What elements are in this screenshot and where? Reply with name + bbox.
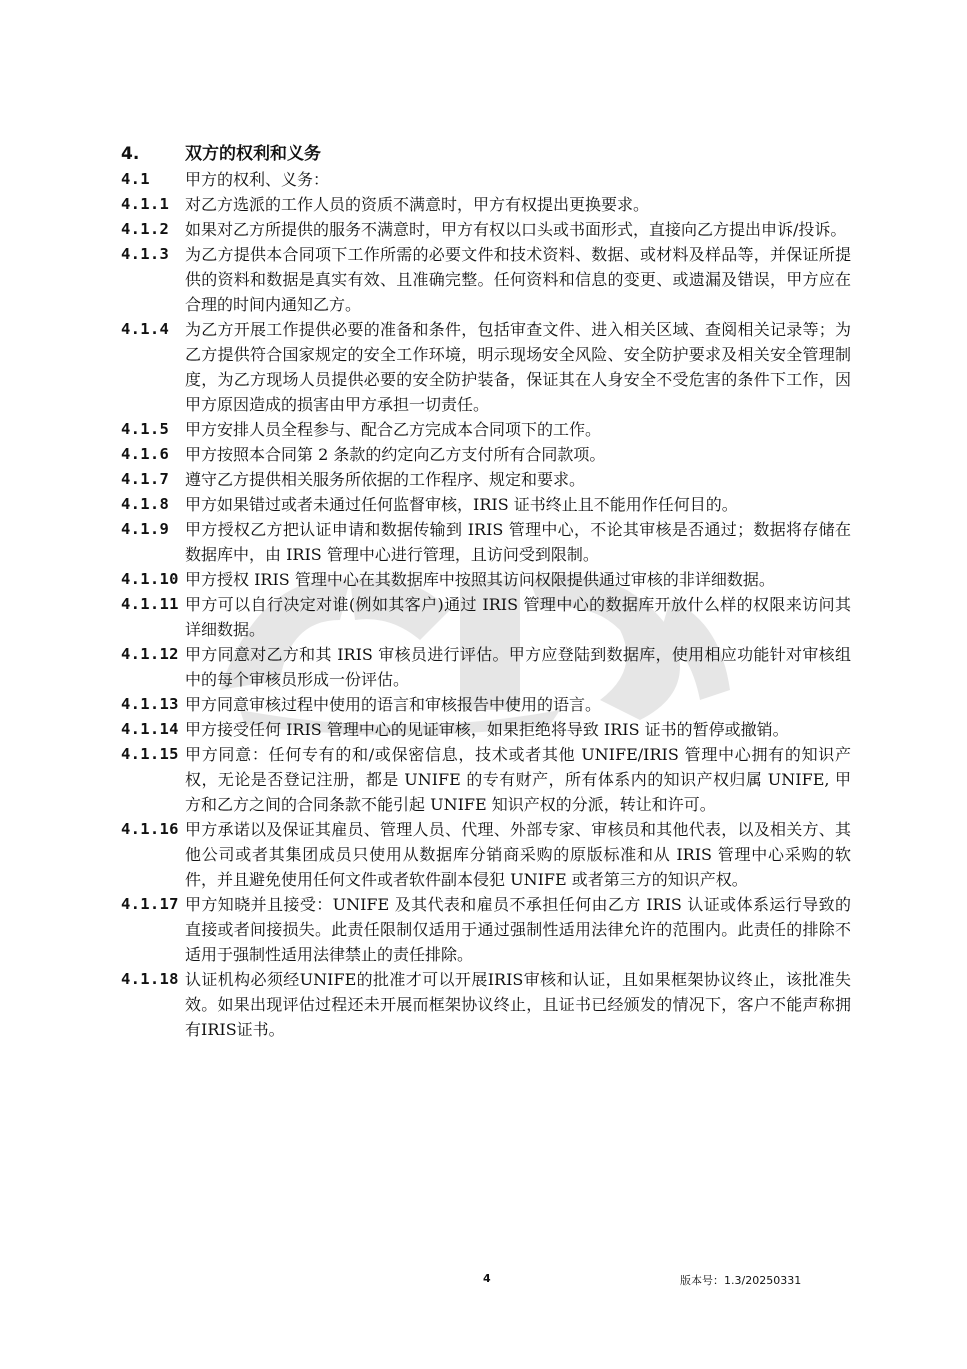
clause-text: 甲方同意对乙方和其 IRIS 审核员进行评估。甲方应登陆到数据库，使用相应功能针对审核组中的每个审核员形成一份评估。	[185, 645, 851, 689]
clause-text: 甲方承诺以及保证其雇员、管理人员、代理、外部专家、审核员和其他代表，以及相关方、其他公司或者其集团成员只使用从数据库分销商采购的原版标准和从 IRIS 管理中心采购的软件，并且避免使用任何文件或者软件副本侵犯 UNIFE 或者第三方的知识产权。	[185, 820, 851, 889]
clause-number: 4.1.2	[121, 220, 170, 238]
clause-text: 甲方授权 IRIS 管理中心在其数据库中按照其访问权限提供通过审核的非详细数据。	[185, 570, 775, 589]
clause-text: 甲方的权利、义务：	[185, 170, 330, 189]
clause-text: 遵守乙方提供相关服务所依据的工作程序、规定和要求。	[185, 470, 586, 489]
clause-number: 4.1.8	[121, 495, 170, 513]
clause-text: 甲方按照本合同第 2 条款的约定向乙方支付所有合同款项。	[185, 445, 606, 464]
clause-number: 4.1.5	[121, 420, 170, 438]
clause-item	[121, 592, 851, 642]
clause-text: 甲方同意审核过程中使用的语言和审核报告中使用的语言。	[185, 695, 602, 714]
page-footer	[0, 1272, 967, 1292]
clause-item	[121, 317, 851, 417]
clause-item	[121, 517, 851, 567]
clause-text: 认证机构必须经UNIFE的批准才可以开展IRIS审核和认证，且如果框架协议终止，该批准失效。如果出现评估过程还未开展而框架协议终止，且证书已经颁发的情况下，客户不能声称拥有IRIS证书。	[185, 970, 851, 1039]
clause-item	[121, 742, 851, 817]
clause-item	[121, 567, 851, 592]
clause-text: 甲方知晓并且接受：UNIFE 及其代表和雇员不承担任何由乙方 IRIS 认证或体系运行导致的直接或者间接损失。此责任限制仅适用于通过强制性适用法律允许的范围内。此责任的排除不适用于强制性适用法律禁止的责任排除。	[185, 895, 851, 964]
clause-text: 甲方可以自行决定对谁(例如其客户)通过 IRIS 管理中心的数据库开放什么样的权限来访问其详细数据。	[185, 595, 851, 639]
clause-item	[121, 217, 851, 242]
clause-item	[121, 192, 851, 217]
clause-text: 如果对乙方所提供的服务不满意时，甲方有权以口头或书面形式，直接向乙方提出申诉/投诉。	[185, 220, 847, 239]
version-label: 版本号：1.3/20250331	[680, 1274, 802, 1287]
clause-number: 4.1.18	[121, 970, 179, 988]
section-number: 4.	[121, 144, 140, 164]
clause-item	[121, 167, 851, 192]
clause-item	[121, 717, 851, 742]
clause-item	[121, 967, 851, 1042]
clause-text: 甲方同意：任何专有的和/或保密信息，技术或者其他 UNIFE/IRIS 管理中心拥有的知识产权，无论是否登记注册，都是 UNIFE 的专有财产，所有体系内的知识产权归属 UNIFE, 甲方和乙方之间的合同条款不能引起 UNIFE 知识产权的分派，转让和许可。	[185, 745, 851, 814]
clause-item	[121, 467, 851, 492]
clause-item	[121, 642, 851, 692]
page-number: 4	[483, 1272, 491, 1285]
clause-item	[121, 892, 851, 967]
clause-number: 4.1	[121, 170, 150, 188]
clause-number: 4.1.1	[121, 195, 170, 213]
clause-item	[121, 817, 851, 892]
clause-number: 4.1.10	[121, 570, 179, 588]
clause-item	[121, 492, 851, 517]
clause-text: 甲方如果错过或者未通过任何监督审核，IRIS 证书终止且不能用作任何目的。	[185, 495, 738, 514]
clause-text: 甲方接受任何 IRIS 管理中心的见证审核，如果拒绝将导致 IRIS 证书的暂停或撤销。	[185, 720, 789, 739]
clause-number: 4.1.17	[121, 895, 179, 913]
clause-text: 为乙方开展工作提供必要的准备和条件，包括审查文件、进入相关区域、查阅相关记录等；为乙方提供符合国家规定的安全工作环境，明示现场安全风险、安全防护要求及相关安全管理制度，为乙方现场人员提供必要的安全防护装备，保证其在人身安全不受危害的条件下工作，因甲方原因造成的损害由甲方承担一切责任。	[185, 320, 851, 414]
document-body	[121, 142, 851, 1042]
clause-item	[121, 417, 851, 442]
clause-text: 甲方安排人员全程参与、配合乙方完成本合同项下的工作。	[185, 420, 602, 439]
clause-item	[121, 692, 851, 717]
clause-list	[121, 167, 851, 1042]
clause-number: 4.1.6	[121, 445, 170, 463]
clause-number: 4.1.3	[121, 245, 170, 263]
clause-number: 4.1.12	[121, 645, 179, 663]
clause-number: 4.1.9	[121, 520, 170, 538]
clause-text: 为乙方提供本合同项下工作所需的必要文件和技术资料、数据、或材料及样品等，并保证所提供的资料和数据是真实有效、且准确完整。任何资料和信息的变更、或遗漏及错误，甲方应在合理的时间内通知乙方。	[185, 245, 851, 314]
clause-number: 4.1.11	[121, 595, 179, 613]
section-heading	[121, 142, 851, 167]
clause-text: 对乙方选派的工作人员的资质不满意时，甲方有权提出更换要求。	[185, 195, 650, 214]
clause-number: 4.1.14	[121, 720, 179, 738]
clause-item	[121, 242, 851, 317]
clause-number: 4.1.15	[121, 745, 179, 763]
section-title: 双方的权利和义务	[185, 144, 321, 164]
clause-number: 4.1.13	[121, 695, 179, 713]
clause-number: 4.1.4	[121, 320, 170, 338]
clause-item	[121, 442, 851, 467]
clause-text: 甲方授权乙方把认证申请和数据传输到 IRIS 管理中心，不论其审核是否通过；数据将存储在数据库中，由 IRIS 管理中心进行管理，且访问受到限制。	[185, 520, 851, 564]
clause-number: 4.1.16	[121, 820, 179, 838]
clause-number: 4.1.7	[121, 470, 170, 488]
